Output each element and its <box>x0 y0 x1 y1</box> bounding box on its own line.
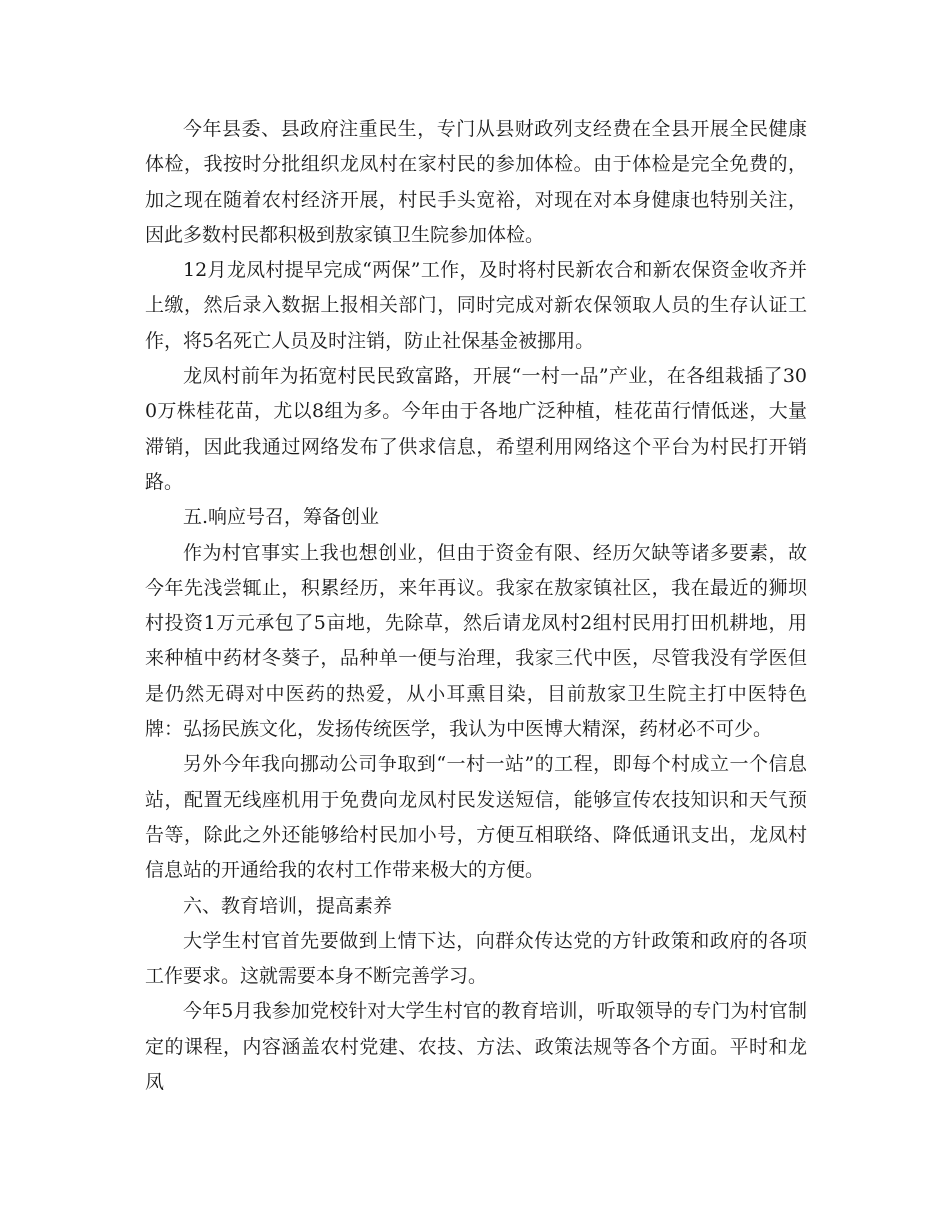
paragraph-study: 大学生村官首先要做到上情下达，向群众传达党的方针政策和政府的各项工作要求。这就需要本身不断完善学习。 <box>145 929 807 988</box>
paragraph-info-station: 另外今年我向挪动公司争取到“一村一站”的工程，即每个村成立一个信息站，配置无线座机用于免费向龙凤村民发送短信，能够宣传农技知识和天气预告等，除此之外还能够给村民加小号，方便互相联络、降低通讯支出，龙凤村信息站的开通给我的农村工作带来极大的方便。 <box>145 753 807 882</box>
document-body <box>145 112 807 1100</box>
paragraph-two-insurances: 12月龙凤村提早完成“两保”工作，及时将村民新农合和新农保资金收齐并上缴，然后录入数据上报相关部门，同时完成对新农保领取人员的生存认证工作，将5名死亡人员及时注销，防止社保基金被挪用。 <box>145 259 807 352</box>
paragraph-training: 今年5月我参加党校针对大学生村官的教育培训，听取领导的专门为村官制定的课程，内容涵盖农村党建、农技、方法、政策法规等各个方面。平时和龙凤 <box>145 1000 807 1094</box>
paragraph-health-checkup: 今年县委、县政府注重民生，专门从县财政列支经费在全县开展全民健康体检，我按时分批组织龙凤村在家村民的参加体检。由于体检是完全免费的，加之现在随着农村经济开展，村民手头宽裕，对现在对本身健康也特别关注，因此多数村民都积极到敖家镇卫生院参加体检。 <box>145 118 807 246</box>
paragraph-osmanthus: 龙凤村前年为拓宽村民民致富路，开展“一村一品”产业，在各组栽插了300万株桂花苗，尤以8组为多。今年由于各地广泛种植，桂花苗行情低迷，大量滞销，因此我通过网络发布了供求信息，希望利用网络这个平台为村民打开销路。 <box>145 365 807 493</box>
section-heading-entrepreneurship: 五.响应号召，筹备创业 <box>183 506 380 529</box>
paragraph-entrepreneurship: 作为村官事实上我也想创业，但由于资金有限、经历欠缺等诸多要素，故今年先浅尝辄止，积累经历，来年再议。我家在敖家镇社区，我在最近的狮坝村投资1万元承包了5亩地，先除草，然后请龙凤村2组村民用打田机耕地，用来种植中药材冬葵子，品种单一便与治理，我家三代中医，尽管我没有学医但是仍然无碍对中医药的热爱，从小耳熏目染，目前敖家卫生院主打中医特色牌：弘扬民族文化，发扬传统医学，我认为中医博大精深，药材必不可少。 <box>145 541 807 741</box>
section-heading-education: 六、教育培训，提高素养 <box>183 894 393 917</box>
